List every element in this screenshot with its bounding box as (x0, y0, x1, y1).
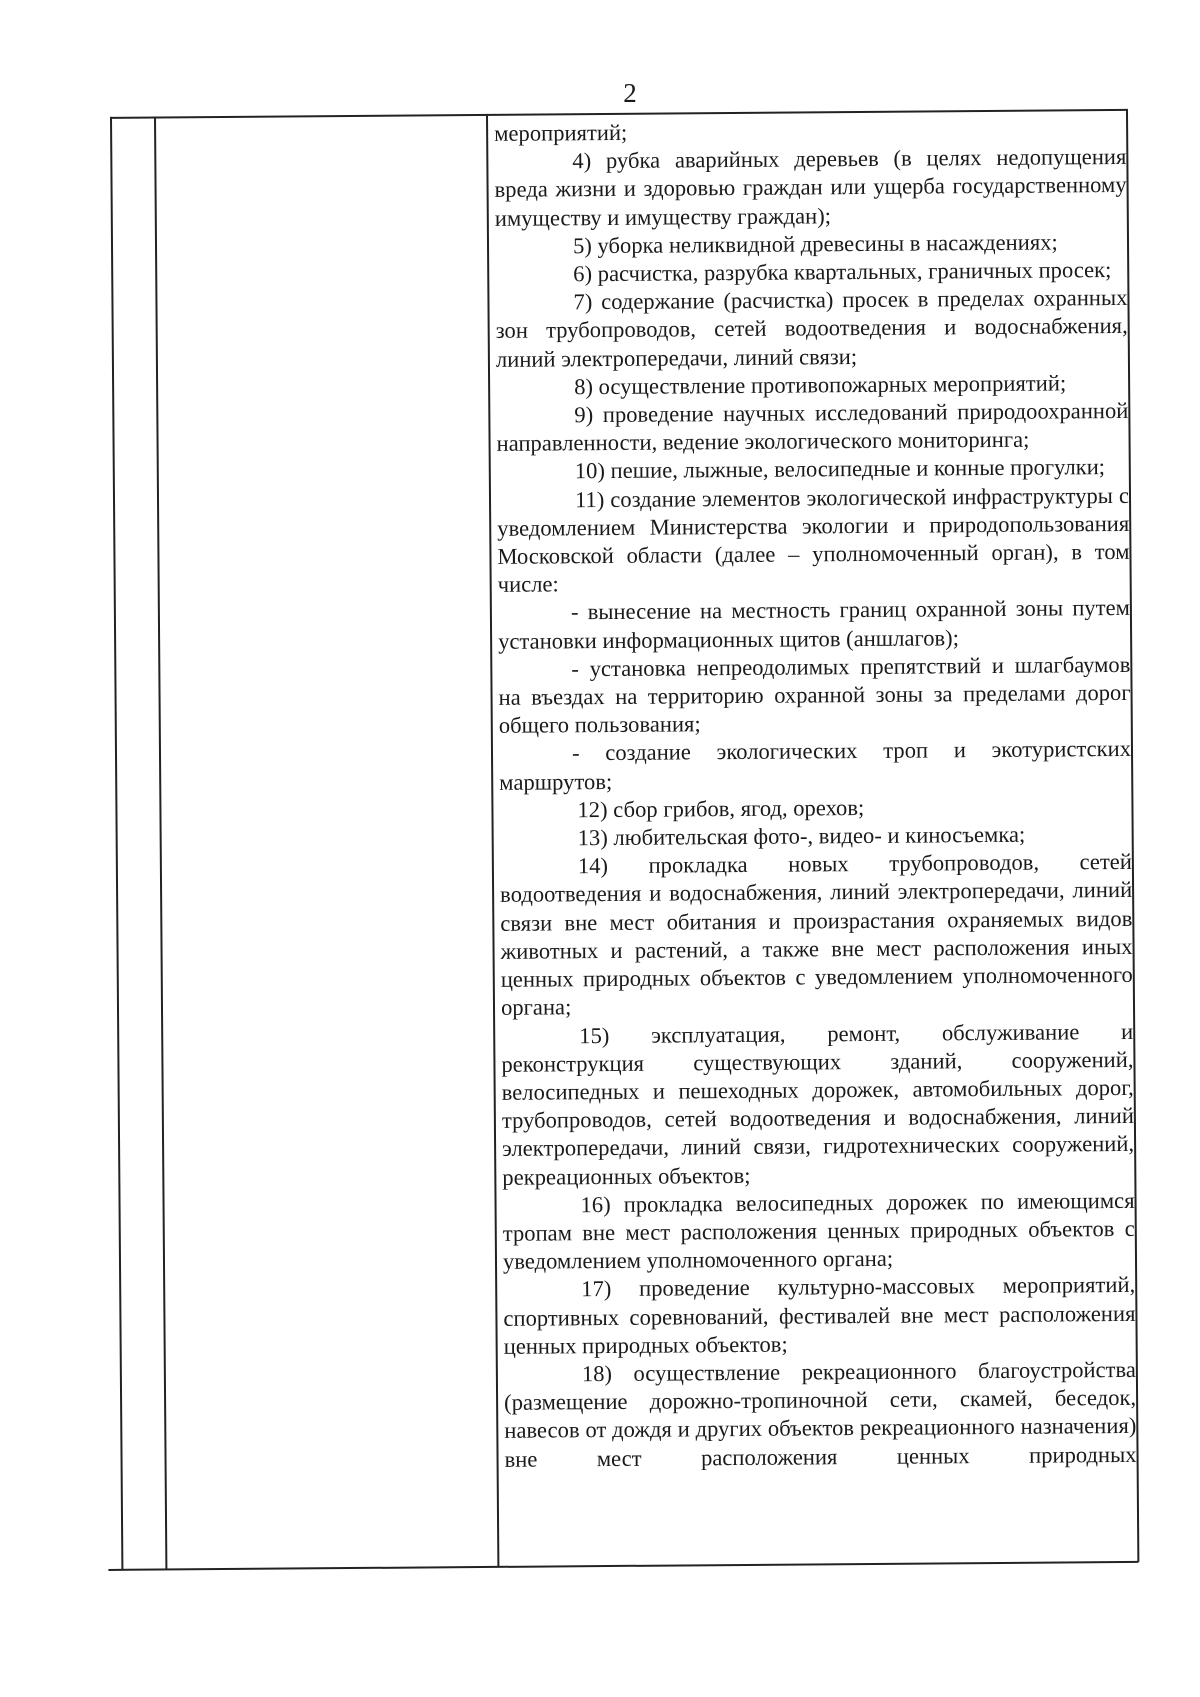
list-item: 15) эксплуатация, ремонт, обслуживание и реконструкция существующих зданий, сооружений, велосипедных и пешеходных дорожек, автомобильных дорог, трубопроводов, сетей водоотведения и водоснабжения, линий электропередачи, линий связи, гидротехнических сооружений, рекреационных объектов; (501, 1018, 1135, 1190)
sub-list-item: - вынесение на местность границ охранной зоны путем установки информационных щитов (аншлагов); (498, 595, 1130, 654)
list-item: 7) содержание (расчистка) просек в пределах охранных зон трубопроводов, сетей водоотведения и водоснабжения, линий электропередачи, линий связи; (495, 285, 1128, 372)
sub-list-item: - создание экологических троп и экотуристских маршрутов; (499, 736, 1132, 795)
table-bottom-border (108, 1561, 1138, 1571)
list-item-last: 18) осуществление рекреационного благоустройства (размещение дорожно-тропиночной сети, скамей, беседок, навесов от дождя и других объектов рекреационного назначения) вне мест расположения ценных природных (504, 1356, 1137, 1472)
list-item: 14) прокладка новых трубопроводов, сетей водоотведения и водоснабжения, линий электропередачи, линий связи вне мест обитания и произрастания охраняемых видов животных и растений, а также вне мест расположения иных ценных природных объектов с уведомлением уполномоченного органа; (500, 849, 1133, 1021)
list-item: 12) сбор грибов, ягод, орехов; (577, 794, 865, 823)
table-left-border (110, 117, 123, 1570)
sub-list-item: - установка непреодолимых препятствий и шлагбаумов на въездах на территорию охранной зоны за пределами дорог общего пользования; (498, 651, 1131, 739)
page-number: 2 (623, 78, 637, 108)
list-item: 17) проведение культурно-массовых мероприятий, спортивных соревнований, фестивалей вне мест расположения ценных природных объектов; (503, 1272, 1136, 1359)
list-item: 6) расчистка, разрубка квартальных, граничных просек; (573, 257, 1112, 287)
list-item: 11) создание элементов экологической инфраструктуры с уведомлением Министерства экологии и природопользования Московской области (далее – уполномоченный орган), в том числе: (497, 482, 1130, 598)
text-cell (494, 115, 1137, 1474)
table-divider-1 (154, 117, 167, 1570)
list-item: 13) любительская фото-, видео- и киносъемка; (577, 821, 1026, 851)
continuation-text: мероприятий; (494, 119, 628, 146)
list-item: 9) проведение научных исследований природоохранной направленности, ведение экологического мониторинга; (496, 397, 1129, 457)
list-item: 10) пешие, лыжные, велосипедные и конные прогулки; (574, 454, 1106, 484)
list-item: 8) осуществление противопожарных мероприятий; (574, 370, 1067, 400)
list-item: 16) прокладка велосипедных дорожек по имеющимся тропам вне мест расположения ценных природных объектов с уведомлением уполномоченного органа; (502, 1187, 1135, 1274)
list-item: 4) рубка аварийных деревьев (в целях недопущения вреда жизни и здоровью граждан или ущерба государственному имуществу и имуществу граждан); (494, 144, 1127, 231)
document-table (97, 109, 1138, 1570)
list-item: 5) уборка неликвидной древесины в насаждениях; (572, 229, 1058, 259)
